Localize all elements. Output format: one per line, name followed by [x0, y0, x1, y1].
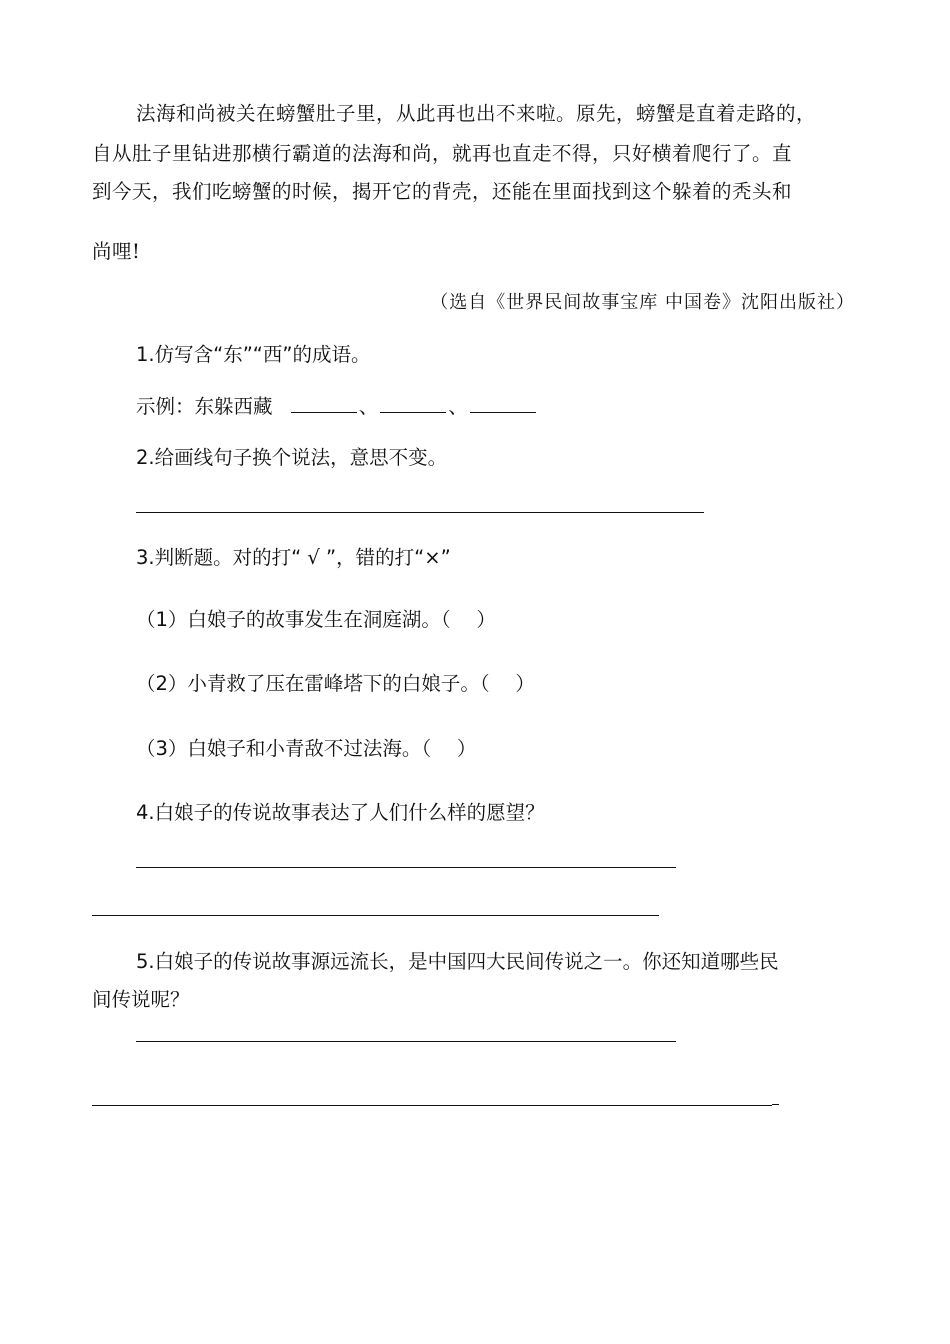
passage-line-2: 自从肚子里钻进那横行霸道的法海和尚，就再也直走不得，只好横着爬行了。直	[92, 142, 793, 165]
question-5-line-1: 5.白娘子的传说故事源远流长，是中国四大民间传说之一。你还知道哪些民	[136, 950, 779, 973]
idiom-blank-2[interactable]	[380, 394, 446, 413]
question-3-item-2: （2）小青救了压在雷峰塔下的白娘子。（ ）	[136, 672, 535, 695]
passage-line-3: 到今天，我们吃螃蟹的时候，揭开它的背壳，还能在里面找到这个躲着的秃头和	[92, 180, 793, 203]
question-4-title: 4.白娘子的传说故事表达了人们什么样的愿望？	[136, 801, 545, 824]
passage-line-4: 尚哩!	[92, 240, 141, 263]
question-2-title: 2.给画线句子换个说法，意思不变。	[136, 446, 448, 469]
answer-line-tail	[772, 1104, 779, 1105]
question-3-item-3: （3）白娘子和小青敌不过法海。（ ）	[136, 737, 477, 760]
passage-source: （选自《世界民间故事宝库 中国卷》沈阳出版社）	[430, 292, 855, 313]
question-2-answer-line[interactable]	[136, 512, 704, 513]
separator: 、	[358, 395, 379, 418]
question-5-answer-line-1[interactable]	[136, 1041, 676, 1042]
question-1-title: 1.仿写含“东”“西”的成语。	[136, 343, 371, 366]
question-5-answer-line-2[interactable]	[92, 1105, 772, 1106]
idiom-blank-3[interactable]	[470, 394, 536, 413]
idiom-blank-1[interactable]	[291, 394, 357, 413]
separator: 、	[448, 395, 468, 418]
question-1-example-label: 示例：东躲西藏	[136, 395, 273, 418]
question-5-line-2: 间传说呢？	[92, 988, 190, 1011]
question-4-answer-line-1[interactable]	[136, 867, 676, 868]
question-3-title: 3.判断题。对的打“ √ ”，错的打“×”	[136, 546, 451, 569]
question-1-example	[136, 391, 538, 419]
passage-line-1: 法海和尚被关在螃蟹肚子里，从此再也出不来啦。原先，螃蟹是直着走路的，	[136, 102, 817, 125]
question-4-answer-line-2[interactable]	[92, 915, 659, 916]
question-3-item-1: （1）白娘子的故事发生在洞庭湖。（ ）	[136, 608, 496, 631]
